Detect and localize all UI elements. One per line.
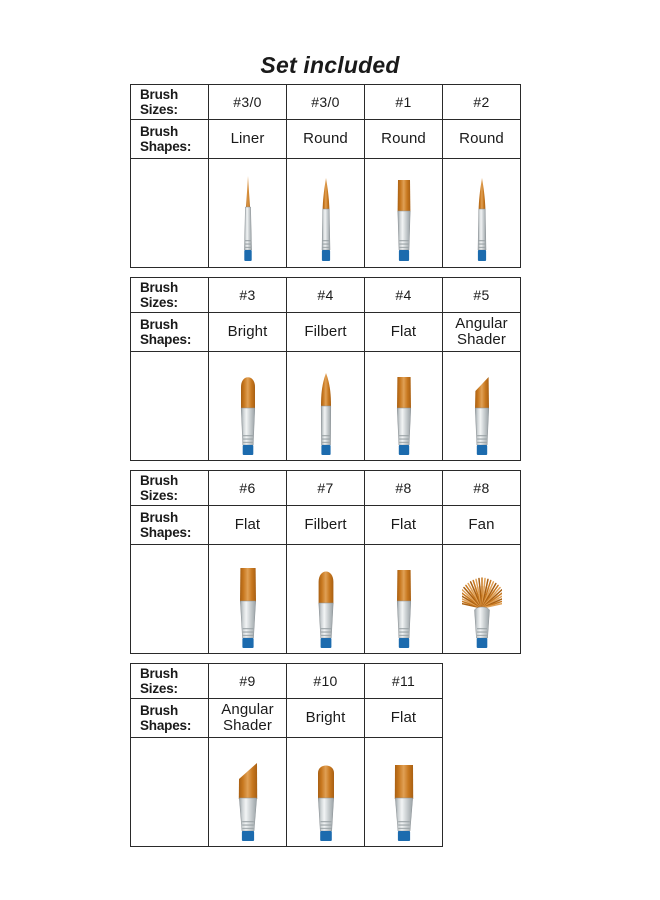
brush-sizes-row (131, 471, 521, 506)
brush-shape-line1: Flat (390, 708, 417, 726)
brush-shapes-label-line1: Brush (140, 702, 179, 718)
brush-image-cell (287, 545, 365, 654)
brush-shape-value (443, 506, 521, 545)
page-title: Set included (260, 52, 400, 78)
brush-shape-line1: Liner (230, 129, 265, 147)
brush-shape-line1: Fan (468, 515, 495, 533)
brush-shape-value (287, 506, 365, 545)
brush-shape-line1: Flat (234, 515, 261, 533)
brush-shapes-label-line2: Shapes: (140, 139, 192, 154)
brush-size-value: #11 (365, 664, 443, 699)
brush-shape-value (365, 313, 443, 352)
brush-round-small-icon (306, 164, 346, 264)
brush-images-empty-label-cell (131, 159, 209, 268)
brush-shape-line1: Angular (455, 314, 508, 332)
brush-shape-line2: Shader (457, 331, 506, 348)
brush-shapes-label-line2: Shapes: (140, 525, 192, 540)
brush-shape-line1: Bright (305, 708, 346, 726)
brush-size-value: #1 (365, 85, 443, 120)
brush-image-cell (443, 545, 521, 654)
brush-image-cell (209, 738, 287, 847)
brush-size-value: #2 (443, 85, 521, 120)
brush-sizes-row (131, 664, 443, 699)
brush-shape-value (365, 506, 443, 545)
brush-sizes-label-line1: Brush (140, 86, 179, 102)
brush-shape-value (443, 313, 521, 352)
brush-filbert-wide-icon (306, 550, 346, 650)
brush-liner-icon (228, 164, 268, 264)
brush-sizes-label-line2: Sizes: (140, 681, 178, 696)
brush-images-empty-label-cell (131, 545, 209, 654)
brush-image-cell (287, 352, 365, 461)
brush-image-cell (443, 352, 521, 461)
brush-shape-value (209, 120, 287, 159)
brush-image-cell (287, 159, 365, 268)
brush-shape-value (209, 313, 287, 352)
brush-flat-icon (384, 357, 424, 457)
brush-image-cell (365, 159, 443, 268)
brush-shape-line1: Bright (227, 322, 268, 340)
brush-flat-wide-icon (384, 164, 424, 264)
brush-set-table-1 (130, 84, 521, 268)
brush-shapes-row (131, 699, 443, 738)
brush-size-value: #7 (287, 471, 365, 506)
brush-shapes-row (131, 313, 521, 352)
brush-sizes-label (131, 278, 209, 313)
brush-shape-value (365, 120, 443, 159)
brush-image-cell (209, 352, 287, 461)
brush-shape-line1: Angular (221, 700, 274, 718)
brush-shape-line1: Round (381, 129, 426, 147)
brush-round-small-icon (462, 164, 502, 264)
brush-angular-large-icon (228, 743, 268, 843)
brush-sizes-row (131, 278, 521, 313)
brush-images-row (131, 545, 521, 654)
brush-images-empty-label-cell (131, 352, 209, 461)
brush-flat-large-icon (384, 743, 424, 843)
brush-sizes-label (131, 664, 209, 699)
brush-size-value: #4 (287, 278, 365, 313)
brush-filbert-icon (306, 357, 346, 457)
brush-image-cell (365, 738, 443, 847)
brush-shape-line1: Filbert (304, 322, 347, 340)
brush-flat-tall-icon (228, 550, 268, 650)
brush-shapes-label (131, 506, 209, 545)
brush-shapes-label-line1: Brush (140, 316, 179, 332)
brush-shape-value (287, 699, 365, 738)
brush-shape-value (209, 506, 287, 545)
brush-shapes-label (131, 120, 209, 159)
brush-angular-icon (462, 357, 502, 457)
brush-sizes-label (131, 85, 209, 120)
brush-size-value: #8 (365, 471, 443, 506)
brush-images-empty-label-cell (131, 738, 209, 847)
brush-sizes-label-line2: Sizes: (140, 295, 178, 310)
brush-shapes-label (131, 699, 209, 738)
brush-shape-line1: Round (459, 129, 504, 147)
brush-set-table-4 (130, 663, 443, 847)
brush-set-table-3 (130, 470, 521, 654)
brush-shapes-label (131, 313, 209, 352)
brush-shape-line1: Flat (390, 322, 417, 340)
brush-sizes-label-line1: Brush (140, 665, 179, 681)
brush-image-cell (365, 545, 443, 654)
brush-shape-line1: Flat (390, 515, 417, 533)
brush-image-cell (287, 738, 365, 847)
brush-image-cell (365, 352, 443, 461)
brush-shape-value (209, 699, 287, 738)
brush-shapes-label-line2: Shapes: (140, 718, 192, 733)
brush-size-value: #3 (209, 278, 287, 313)
brush-shape-value (287, 313, 365, 352)
brush-shapes-row (131, 120, 521, 159)
brush-shapes-label-line2: Shapes: (140, 332, 192, 347)
brush-shape-line2: Shader (223, 717, 272, 734)
brush-bright-large-icon (306, 743, 346, 843)
brush-sizes-label-line2: Sizes: (140, 102, 178, 117)
brush-size-value: #5 (443, 278, 521, 313)
brush-size-value: #3/0 (209, 85, 287, 120)
brush-size-value: #9 (209, 664, 287, 699)
brush-images-row (131, 159, 521, 268)
brush-shape-line1: Filbert (304, 515, 347, 533)
brush-shapes-row (131, 506, 521, 545)
brush-shape-line1: Round (303, 129, 348, 147)
brush-sizes-label-line1: Brush (140, 279, 179, 295)
brush-shapes-label-line1: Brush (140, 123, 179, 139)
brush-shape-value (443, 120, 521, 159)
brush-bright-icon (228, 357, 268, 457)
brush-sizes-label (131, 471, 209, 506)
brush-sizes-row (131, 85, 521, 120)
brush-size-value: #8 (443, 471, 521, 506)
brush-flat-icon (384, 550, 424, 650)
brush-image-cell (209, 545, 287, 654)
brush-size-value: #10 (287, 664, 365, 699)
brush-sizes-label-line2: Sizes: (140, 488, 178, 503)
brush-size-value: #3/0 (287, 85, 365, 120)
brush-image-cell (443, 159, 521, 268)
brush-set-table-2 (130, 277, 521, 461)
brush-sizes-label-line1: Brush (140, 472, 179, 488)
brush-images-row (131, 738, 443, 847)
brush-size-value: #6 (209, 471, 287, 506)
brush-images-row (131, 352, 521, 461)
brush-shape-value (365, 699, 443, 738)
brush-image-cell (209, 159, 287, 268)
brush-size-value: #4 (365, 278, 443, 313)
brush-shape-value (287, 120, 365, 159)
brush-shapes-label-line1: Brush (140, 509, 179, 525)
brush-fan-icon (462, 550, 502, 650)
